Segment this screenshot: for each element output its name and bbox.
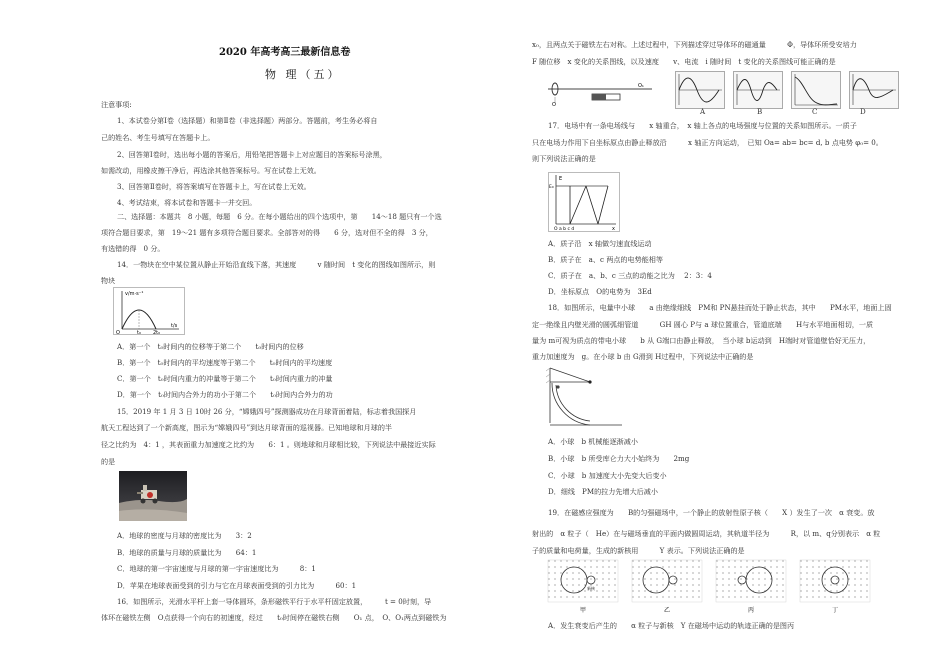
q19-option-a: A．发生衰变后产生的 α 粒子与新核 Y 在磁场中运动的轨迹正确的是图丙 xyxy=(548,621,795,630)
q18-option-a: A．小球 b 机械能逐渐减小 xyxy=(548,437,638,446)
note-1b: 己的姓名、考生号填写在答题卡上。 xyxy=(101,133,215,142)
q19-fig-label-bing: 丙 xyxy=(748,607,755,614)
note-2b: 如需改动，用橡皮擦干净后，再选涂其他答案标号。写在试卷上无效。 xyxy=(101,166,321,175)
q16-label-d: D xyxy=(860,107,866,116)
q17-field-graph xyxy=(548,172,620,232)
q17-axis-e0: E₀ xyxy=(549,185,554,190)
q17-stem-2: 只在电场力作用下自坐标原点由静止释放沿 x 轴正方向运动， 已知 Oa= ab= bc= d, b 点电势 φ₀= 0。 xyxy=(532,138,883,147)
q19-track-diagrams xyxy=(546,558,876,614)
q16-label-c: C xyxy=(812,107,818,116)
q17-ticks: O a b c d xyxy=(554,227,575,232)
q19-fig-label-ding: 丁 xyxy=(832,607,839,614)
notes-heading: 注意事项: xyxy=(101,100,132,109)
q17-stem-1: 17．电场中有一条电场线与 x 轴重合， x 轴上各点的电场强度与位置的关系如图所示。一质子 xyxy=(548,121,857,130)
q19-new-core-label: 新核 xyxy=(587,586,595,591)
q16-stem-4: F 随位移 x 变化的关系图线，以及速度 v、电流 i 随时间 t 变化的关系图线可能正确的是 xyxy=(532,57,836,66)
q14-axis-t: t/s xyxy=(171,323,178,329)
note-2a: 2、回答第Ⅰ卷时，选出每小题的答案后，用铅笔把答题卡上对应题目的答案标号涂黑， xyxy=(117,150,387,159)
note-3: 3、回答第Ⅱ卷时，将答案填写在答题卡上，写在试卷上无效。 xyxy=(117,182,311,191)
q14-axis-v: v/m·s⁻¹ xyxy=(125,291,144,297)
q14-option-c: C．第一个 t₀时间内重力的冲量等于第二个 t₀时间内重力的冲量 xyxy=(117,374,333,383)
q18-stem-1: 18．如图所示，电量中小球 a 由绝缘细线 PM和 PN悬挂而处于静止状态，其中 PM水平，地面上固 xyxy=(548,303,892,312)
section-line-1: 二、选择题：本题共 8 小题，每题 6 分。在每小题给出的四个选项中，第 14～18 题只有一个选 xyxy=(117,212,442,221)
q14-tick-t0: t₀ xyxy=(137,330,141,335)
q16-graph-d xyxy=(849,71,899,109)
q17-axis-x: x xyxy=(612,226,615,232)
exam-title: 2020 年高考高三最新信息卷 xyxy=(219,47,351,58)
q17-option-d: D．坐标原点 O的电势为 3Ed xyxy=(548,287,652,296)
q14-tick-2t0: 2t₀ xyxy=(153,330,161,335)
q16-stem-2: 体环在磁铁左侧 O点获得一个向右的初速度，经过 t₀时间停在磁铁右侧 O₁ 点， O、O₁两点到磁铁为 xyxy=(101,613,447,622)
q17-axis-e: E xyxy=(559,176,563,182)
q14-stem-1: 14．一物块在空中某位置从静止开始沿直线下落，其速度 v 随时间 t 变化的图线如图所示，则 xyxy=(117,260,436,269)
q17-stem-3: 则下列说法正确的是 xyxy=(532,154,596,163)
section-line-3: 有选错的得 0 分。 xyxy=(101,244,165,253)
q14-option-d: D．第一个 t₀时间内合外力的功小于第二个 t₀时间内合外力的功 xyxy=(117,390,333,399)
q15-stem-4: 的是 xyxy=(101,457,116,466)
q14-vt-graph xyxy=(113,287,185,335)
q18-option-b: B．小球 b 所受库仑力大小始终为 2mg xyxy=(548,454,690,463)
q16-label-a: A xyxy=(700,107,706,116)
q18-stem-4: 重力加速度为 g。在小球 b 由 G滑到 H过程中，下列说法中正确的是 xyxy=(532,352,754,361)
q16-ring-magnet-diagram xyxy=(546,81,654,107)
q15-option-c: C．地球的第一宇宙速度与月球的第一宇宙速度比为 8：1 xyxy=(117,564,316,573)
q17-option-c: C．质子在 a、b、c 三点的动能之比为 2：3：4 xyxy=(548,271,712,280)
q14-option-b: B．第一个 t₀时间内的平均速度等于第二个 t₀时间内的平均速度 xyxy=(117,358,333,367)
q18-option-d: D．细线 PM的拉力先增大后减小 xyxy=(548,487,658,496)
q19-fig-label-jia: 甲 xyxy=(580,607,587,614)
q15-option-b: B．地球的质量与月球的质量比为 64：1 xyxy=(117,548,257,557)
q14-origin: O xyxy=(116,330,120,335)
q16-graph-a xyxy=(675,71,725,109)
q19-stem-2: 射出的 α 粒子（ He）在与磁场垂直的平面内做圆周运动，其轨道半径为 R，以 m、q分别表示 α 粒 xyxy=(532,529,881,538)
q15-lunar-rover-photo xyxy=(119,471,187,521)
q16-graph-c xyxy=(791,71,841,109)
q14-option-a: A．第一个 t₀时间内的位移等于第二个 t₀时间内的位移 xyxy=(117,342,304,351)
q15-option-d: D．苹果在地球表面受到的引力与它在月球表面受到的引力比为 60：1 xyxy=(117,581,357,590)
q17-option-b: B．质子在 a、c 两点的电势能相等 xyxy=(548,255,663,264)
note-1a: 1、本试卷分第Ⅰ卷（选择题）和第Ⅱ卷（非选择题）两部分。答题前，考生务必将自 xyxy=(117,116,378,125)
q18-stem-2: 定一绝缘且内壁光滑的圆弧细管道 GH 圆心 P与 a 球位置重合，管道底端 H与水平地面相切，一质 xyxy=(532,320,874,329)
q16-label-o: O xyxy=(552,102,556,107)
q19-fig-label-yi: 乙 xyxy=(664,607,671,614)
q16-graph-b xyxy=(733,71,783,109)
q17-option-a: A．质子沿 x 轴做匀速直线运动 xyxy=(548,239,652,248)
q15-stem-3: 径之比约为 4：1 ，其表面重力加速度之比约为 6：1 。则地球和月球相比较，下列说法中最接近实际 xyxy=(101,440,436,449)
q16-stem-1: 16．如图所示，光滑水平杆上套一导体圆环，条形磁铁平行于水平杆固定放置， t = 0时刻，导 xyxy=(117,597,432,606)
q15-stem-1: 15．2019 年 1 月 3 日 10时 26 分，“嫦娥四号”探测器成功在月球背面着陆，标志着我国探月 xyxy=(117,407,417,416)
exam-subtitle: 物 理（五） xyxy=(265,68,342,81)
section-line-2: 项符合题目要求，第 19～21 题有多项符合题目要求。全部答对的得 6 分，选对但不全的得 3 分， xyxy=(101,228,433,237)
q16-stem-3: x₀，且两点关于磁铁左右对称。上述过程中，下列描述穿过导体环的磁通量 Φ，导体环所受安培力 xyxy=(532,40,857,49)
q18-stem-3: 量为 m可视为质点的带电小球 b 从 G端口由静止释放， 当小球 b运动到 H端时对管道壁恰好无压力， xyxy=(532,336,871,345)
q18-option-c: C．小球 b 加速度大小先变大后变小 xyxy=(548,471,667,480)
q16-label-o1: O₁ xyxy=(638,83,644,89)
q15-stem-2: 航天工程达到了一个新高度，图示为“嫦娥四号”到达月球背面的巡视器。已知地球和月球的半 xyxy=(101,423,393,432)
q15-option-a: A．地球的密度与月球的密度比为 3：2 xyxy=(117,531,252,540)
q14-stem-2: 物块 xyxy=(101,276,116,285)
q16-label-b: B xyxy=(757,107,763,116)
q19-stem-1: 19．在磁感应强度为 B的匀强磁场中，一个静止的放射性原子核（ X ）发生了一次 α 衰变。放 xyxy=(548,508,875,517)
q19-stem-3: 子的质量和电荷量，生成的新核用 Y 表示。下列说法正确的是 xyxy=(532,546,745,555)
q18-tube-diagram xyxy=(546,365,624,427)
note-4: 4、考试结束，将本试卷和答题卡一并交回。 xyxy=(117,198,257,207)
